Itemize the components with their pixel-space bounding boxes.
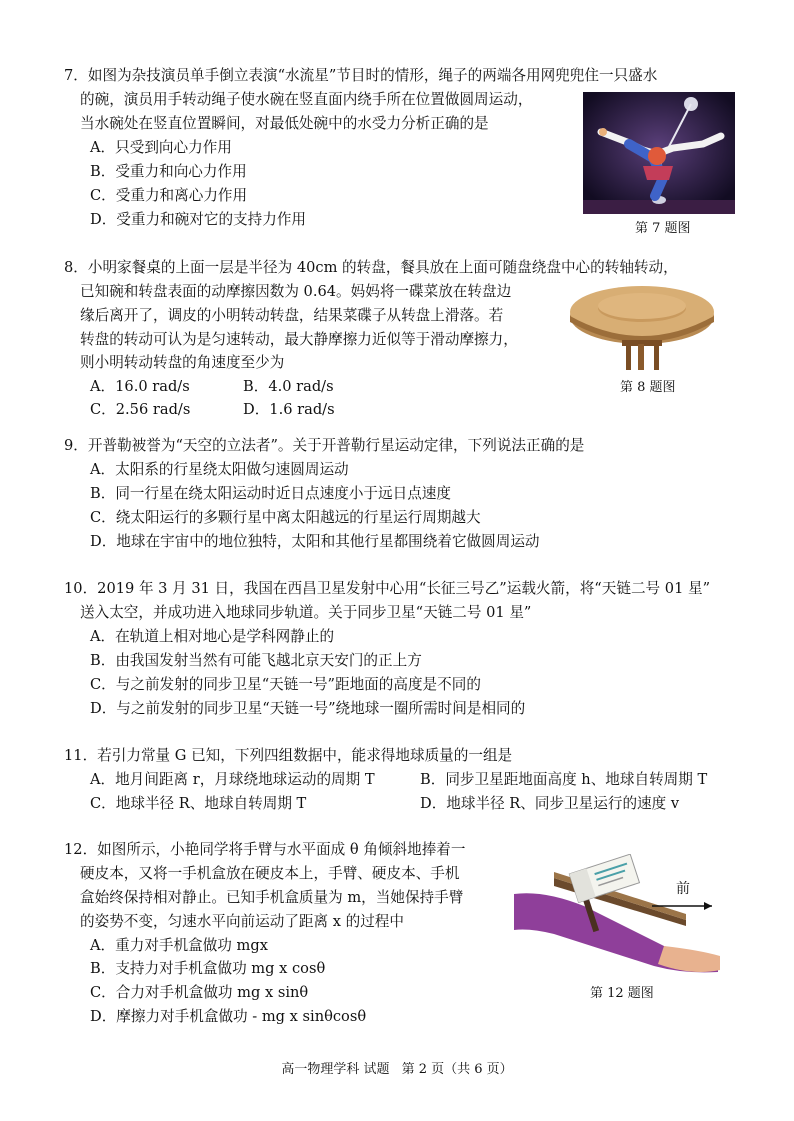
q10-option-d: D．与之前发射的同步卫星“天链一号”绕地球一圈所需时间是相同的 — [90, 700, 526, 717]
q9-option-a: A．太阳系的行星绕太阳做匀速圆周运动 — [90, 461, 349, 478]
footer-page-number: 第 2 页（共 6 页） — [401, 1062, 513, 1077]
q8-stem-line-5: 则小明转动转盘的角速度至少为 — [80, 354, 285, 371]
q8-option-d: D．1.6 rad/s — [243, 401, 335, 418]
q7-figure-caption: 第 7 题图 — [635, 221, 691, 236]
q10-stem-line-2: 送入太空，并成功进入地球同步轨道。关于同步卫星“天链二号 01 星” — [80, 604, 532, 621]
q12-option-a: A．重力对手机盒做功 mgx — [90, 937, 268, 954]
q12-option-b: B．支持力对手机盒做功 mg x cosθ — [90, 960, 326, 977]
q12-figure-caption: 第 12 题图 — [590, 986, 654, 1001]
q8-stem-line-4: 转盘的转动可认为是匀速转动，最大静摩擦力近似等于滑动摩擦力， — [80, 331, 518, 348]
q7-figure-acrobat-photo — [583, 92, 735, 214]
q8-stem-line-2: 已知碗和转盘表面的动摩擦因数为 0.64。妈妈将一碟菜放在转盘边 — [80, 283, 512, 300]
q8-option-b: B．4.0 rad/s — [243, 378, 334, 395]
q12-figure-arm-book-photo — [514, 854, 722, 978]
q12-stem-line-4: 的姿势不变，匀速水平向前运动了距离 x 的过程中 — [80, 913, 404, 930]
q8-stem-line-3: 缘后离开了，调皮的小明转动转盘，结果菜碟子从转盘上滑落。若 — [80, 307, 504, 324]
q11-option-c: C．地球半径 R、地球自转周期 T — [90, 795, 307, 812]
q8-figure-caption: 第 8 题图 — [620, 380, 676, 395]
q10-option-c: C．与之前发射的同步卫星“天链一号”距地面的高度是不同的 — [90, 676, 481, 693]
q10-option-b: B．由我国发射当然有可能飞越北京天安门的正上方 — [90, 652, 422, 669]
q7-stem-line-1: 7．如图为杂技演员单手倒立表演“水流星”节目时的情形，绳子的两端各用网兜兜住一只盛水 — [64, 67, 658, 84]
q11-option-a: A．地月间距离 r，月球绕地球运动的周期 T — [90, 771, 375, 788]
q10-option-a: A．在轨道上相对地心是学科网静止的 — [90, 628, 335, 645]
q8-option-c: C．2.56 rad/s — [90, 401, 191, 418]
q9-option-d: D．地球在宇宙中的地位独特，太阳和其他行星都围绕着它做圆周运动 — [90, 533, 540, 550]
q12-stem-line-2: 硬皮本，又将一手机盒放在硬皮本上，手臂、硬皮本、手机 — [80, 865, 460, 882]
q10-stem-line-1: 10．2019 年 3 月 31 日，我国在西昌卫星发射中心用“长征三号乙”运载火箭，将“天链二号 01 星” — [64, 580, 711, 597]
q8-option-a: A．16.0 rad/s — [90, 378, 190, 395]
q9-option-b: B．同一行星在绕太阳运动时近日点速度小于远日点速度 — [90, 485, 451, 502]
q7-option-a: A．只受到向心力作用 — [90, 139, 232, 156]
q12-option-d: D．摩擦力对手机盒做功 - mg x sinθcosθ — [90, 1008, 367, 1025]
q11-stem-line-1: 11．若引力常量 G 已知，下列四组数据中，能求得地球质量的一组是 — [64, 747, 513, 764]
q12-option-c: C．合力对手机盒做功 mg x sinθ — [90, 984, 309, 1001]
q7-option-c: C．受重力和离心力作用 — [90, 187, 248, 204]
footer-subject: 高一物理学科 试题 — [281, 1062, 390, 1077]
q11-option-b: B．同步卫星距地面高度 h、地球自转周期 T — [420, 771, 708, 788]
page-footer — [0, 1058, 794, 1077]
q9-option-c: C．绕太阳运行的多颗行星中离太阳越远的行星运行周期越大 — [90, 509, 481, 526]
q12-stem-line-1: 12．如图所示，小艳同学将手臂与水平面成 θ 角倾斜地捧着一 — [64, 841, 466, 858]
q8-figure-turntable-photo — [568, 282, 716, 372]
q7-option-d: D．受重力和碗对它的支持力作用 — [90, 211, 307, 228]
q9-stem-line-1: 9．开普勒被誉为“天空的立法者”。关于开普勒行星运动定律，下列说法正确的是 — [64, 437, 585, 454]
q11-option-d: D．地球半径 R、同步卫星运行的速度 v — [420, 795, 680, 812]
q12-stem-line-3: 盒始终保持相对静止。已知手机盒质量为 m，当她保持手臂 — [80, 889, 464, 906]
q8-stem-line-1: 8．小明家餐桌的上面一层是半径为 40cm 的转盘，餐具放在上面可随盘绕盘中心的转轴转动， — [64, 259, 678, 276]
q7-option-b: B．受重力和向心力作用 — [90, 163, 247, 180]
q7-stem-line-2: 的碗，演员用手转动绳子使水碗在竖直面内绕手所在位置做圆周运动， — [80, 91, 533, 108]
q12-figure-forward-arrow-label: 前 — [676, 881, 690, 897]
q7-stem-line-3: 当水碗处在竖直位置瞬间，对最低处碗中的水受力分析正确的是 — [80, 115, 489, 132]
